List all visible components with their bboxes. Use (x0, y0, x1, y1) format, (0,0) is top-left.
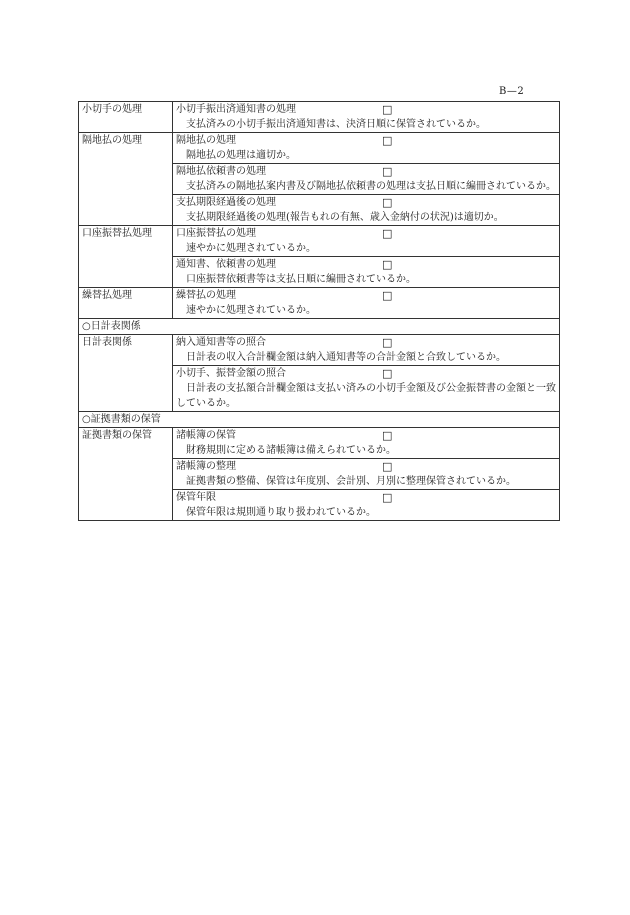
checkbox-icon[interactable]: □ (382, 289, 393, 302)
check-item-cell (173, 335, 560, 366)
check-item-description: 日計表の収入合計欄金額は納入通知書等の合計金額と合致しているか。 (186, 352, 506, 363)
check-item-title: 小切手、振替金額の照合 (176, 368, 286, 379)
check-item-title: 隔地払依頼書の処理 (176, 166, 266, 177)
section-header: ○証拠書類の保管 (79, 412, 560, 428)
section-header-row (79, 319, 560, 335)
category-cell: 隔地払の処理 (79, 133, 173, 226)
category-cell: 小切手の処理 (79, 102, 173, 133)
section-header-row (79, 412, 560, 428)
check-item-description: 支払済みの小切手振出済通知書は、決済日順に保管されているか。 (186, 119, 486, 130)
check-item-title: 納入通知書等の照合 (176, 337, 266, 348)
check-item-description: 証拠書類の整備、保管は年度別、会計別、月別に整理保管されているか。 (186, 476, 516, 487)
checkbox-icon[interactable]: □ (382, 134, 393, 147)
check-item-title: 通知書、依頼書の処理 (176, 259, 276, 270)
audit-checklist-table (78, 101, 560, 521)
check-item-cell (173, 226, 560, 257)
check-item-title: 支払期限経過後の処理 (176, 197, 276, 208)
check-item-description: 保管年限は規則通り取り扱われているか。 (186, 507, 376, 518)
category-cell: 日計表関係 (79, 335, 173, 412)
check-item-description: 日計表の支払額合計欄金額は支払い済みの小切手金額及び公金振替書の金額と一致しているか。 (176, 383, 556, 409)
checkbox-icon[interactable]: □ (382, 103, 393, 116)
check-item-header (176, 288, 556, 303)
check-item-description: 支払済みの隔地払案内書及び隔地払依頼書の処理は支払日順に編冊されているか。 (186, 181, 556, 192)
checklist-row (79, 428, 560, 459)
checkbox-icon[interactable]: □ (382, 491, 393, 504)
check-item-header (176, 366, 556, 381)
checkbox-icon[interactable]: □ (382, 429, 393, 442)
category-cell: 繰替払処理 (79, 288, 173, 319)
check-item-cell (173, 164, 560, 195)
page-number: B—2 (499, 86, 525, 97)
check-item-title: 小切手振出済通知書の処理 (176, 104, 296, 115)
check-item-header (176, 164, 556, 179)
check-item-header (176, 428, 556, 443)
checkbox-icon[interactable]: □ (382, 227, 393, 240)
check-item-title: 隔地払の処理 (176, 135, 236, 146)
check-item-cell (173, 288, 560, 319)
check-item-title: 諸帳簿の整理 (176, 461, 236, 472)
check-item-header (176, 257, 556, 272)
category-cell: 口座振替払処理 (79, 226, 173, 288)
check-item-cell (173, 102, 560, 133)
check-item-cell (173, 428, 560, 459)
checklist-row (79, 226, 560, 257)
check-item-header (176, 459, 556, 474)
checkbox-icon[interactable]: □ (382, 196, 393, 209)
check-item-header (176, 195, 556, 210)
check-item-description: 口座振替依頼書等は支払日順に編冊されているか。 (186, 274, 416, 285)
section-header: ○日計表関係 (79, 319, 560, 335)
checkbox-icon[interactable]: □ (382, 165, 393, 178)
check-item-cell (173, 195, 560, 226)
check-item-cell (173, 366, 560, 412)
check-item-description: 速やかに処理されているか。 (186, 243, 316, 254)
check-item-header (176, 490, 556, 505)
check-item-description: 支払期限経過後の処理(報告もれの有無、歳入金納付の状況)は適切か。 (186, 212, 504, 223)
checklist-row (79, 102, 560, 133)
checkbox-icon[interactable]: □ (382, 258, 393, 271)
check-item-header (176, 335, 556, 350)
checklist-row (79, 133, 560, 164)
check-item-cell (173, 459, 560, 490)
check-item-title: 諸帳簿の保管 (176, 430, 236, 441)
checkbox-icon[interactable]: □ (382, 367, 393, 380)
checkbox-icon[interactable]: □ (382, 336, 393, 349)
check-item-title: 保管年限 (176, 492, 216, 503)
check-item-header (176, 102, 556, 117)
check-item-description: 財務規則に定める諸帳簿は備えられているか。 (186, 445, 396, 456)
check-item-description: 隔地払の処理は適切か。 (186, 150, 296, 161)
check-item-description: 速やかに処理されているか。 (186, 305, 316, 316)
check-item-header (176, 133, 556, 148)
checklist-row (79, 335, 560, 366)
check-item-cell (173, 490, 560, 521)
check-item-cell (173, 257, 560, 288)
check-item-title: 繰替払の処理 (176, 290, 236, 301)
check-item-cell (173, 133, 560, 164)
checkbox-icon[interactable]: □ (382, 460, 393, 473)
checklist-row (79, 288, 560, 319)
check-item-header (176, 226, 556, 241)
category-cell: 証拠書類の保管 (79, 428, 173, 521)
check-item-title: 口座振替払の処理 (176, 228, 256, 239)
